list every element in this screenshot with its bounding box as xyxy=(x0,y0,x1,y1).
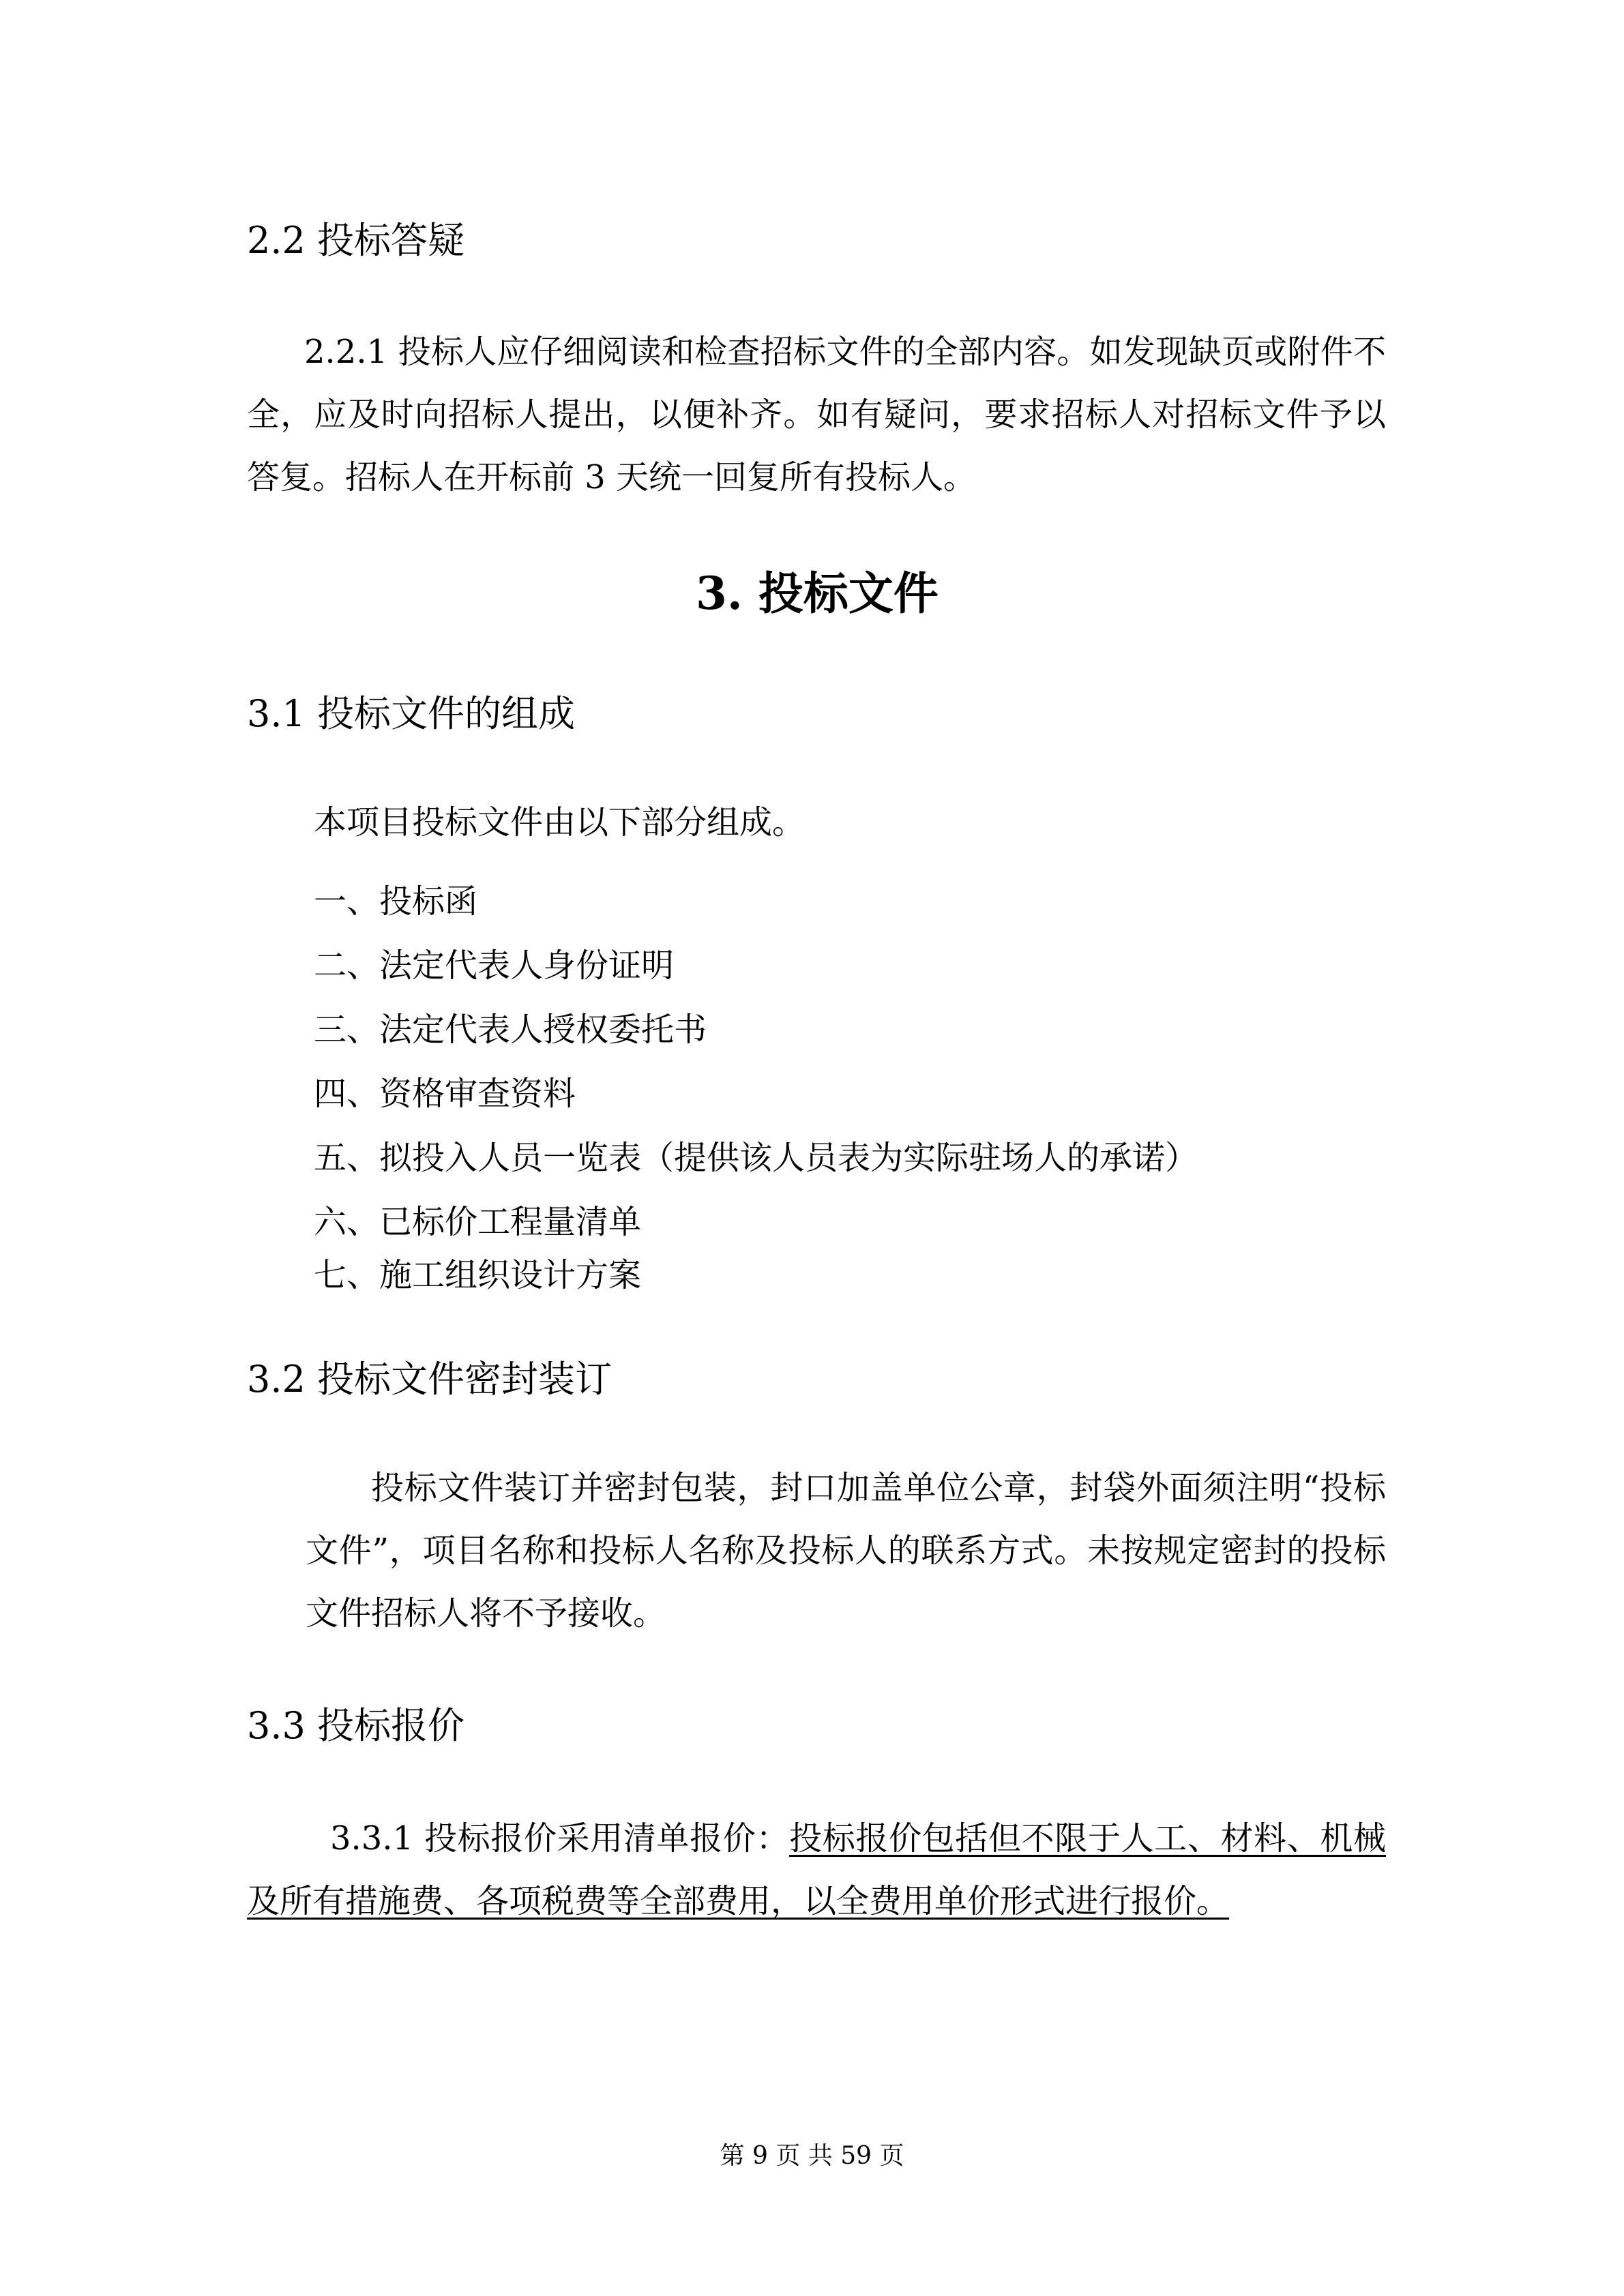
list-item: 四、资格审查资料 xyxy=(314,1075,576,1113)
heading-3: 3. 投标文件 xyxy=(696,567,939,620)
list-item: 七、施工组织设计方案 xyxy=(314,1256,642,1294)
paragraph-3-3-1-prefix: 3.3.1 投标报价采用清单报价： xyxy=(330,1819,790,1858)
heading-3-3: 3.3 投标报价 xyxy=(247,1704,465,1747)
paragraph-2-2-1: 2.2.1 投标人应仔细阅读和检查招标文件的全部内容。如发现缺页或附件不全，应及时向招标人提出，以便补齐。如有疑问，要求招标人对招标文件予以答复。招标人在开标前 3 天统一回复所有投标人。 xyxy=(247,333,1386,496)
paragraph-3-1-intro: 本项目投标文件由以下部分组成。 xyxy=(314,803,806,841)
paragraph-3-3-1-underlined: 投标报价包括但不限于人工、材料、机械及所有措施费、各项税费等全部费用，以全费用单价形式进行报价。 xyxy=(247,1819,1386,1920)
list-item: 六、已标价工程量清单 xyxy=(314,1203,642,1241)
list-item: 五、拟投入人员一览表（提供该人员表为实际驻场人的承诺） xyxy=(314,1139,1198,1177)
heading-2-2: 2.2 投标答疑 xyxy=(247,219,465,262)
heading-3-2: 3.2 投标文件密封装订 xyxy=(247,1358,612,1401)
heading-3-1: 3.1 投标文件的组成 xyxy=(247,692,576,735)
page-number-footer: 第 9 页 共 59 页 xyxy=(720,2142,904,2170)
list-item: 三、法定代表人授权委托书 xyxy=(314,1011,707,1049)
paragraph-3-2: 投标文件装订并密封包装，封口加盖单位公章，封袋外面须注明“投标文件”，项目名称和投标人名称及投标人的联系方式。未按规定密封的投标文件招标人将不予接收。 xyxy=(306,1469,1386,1632)
list-item: 一、投标函 xyxy=(314,882,478,921)
paragraph-3-3-1 xyxy=(247,1807,1386,1933)
list-item: 二、法定代表人身份证明 xyxy=(314,946,675,985)
